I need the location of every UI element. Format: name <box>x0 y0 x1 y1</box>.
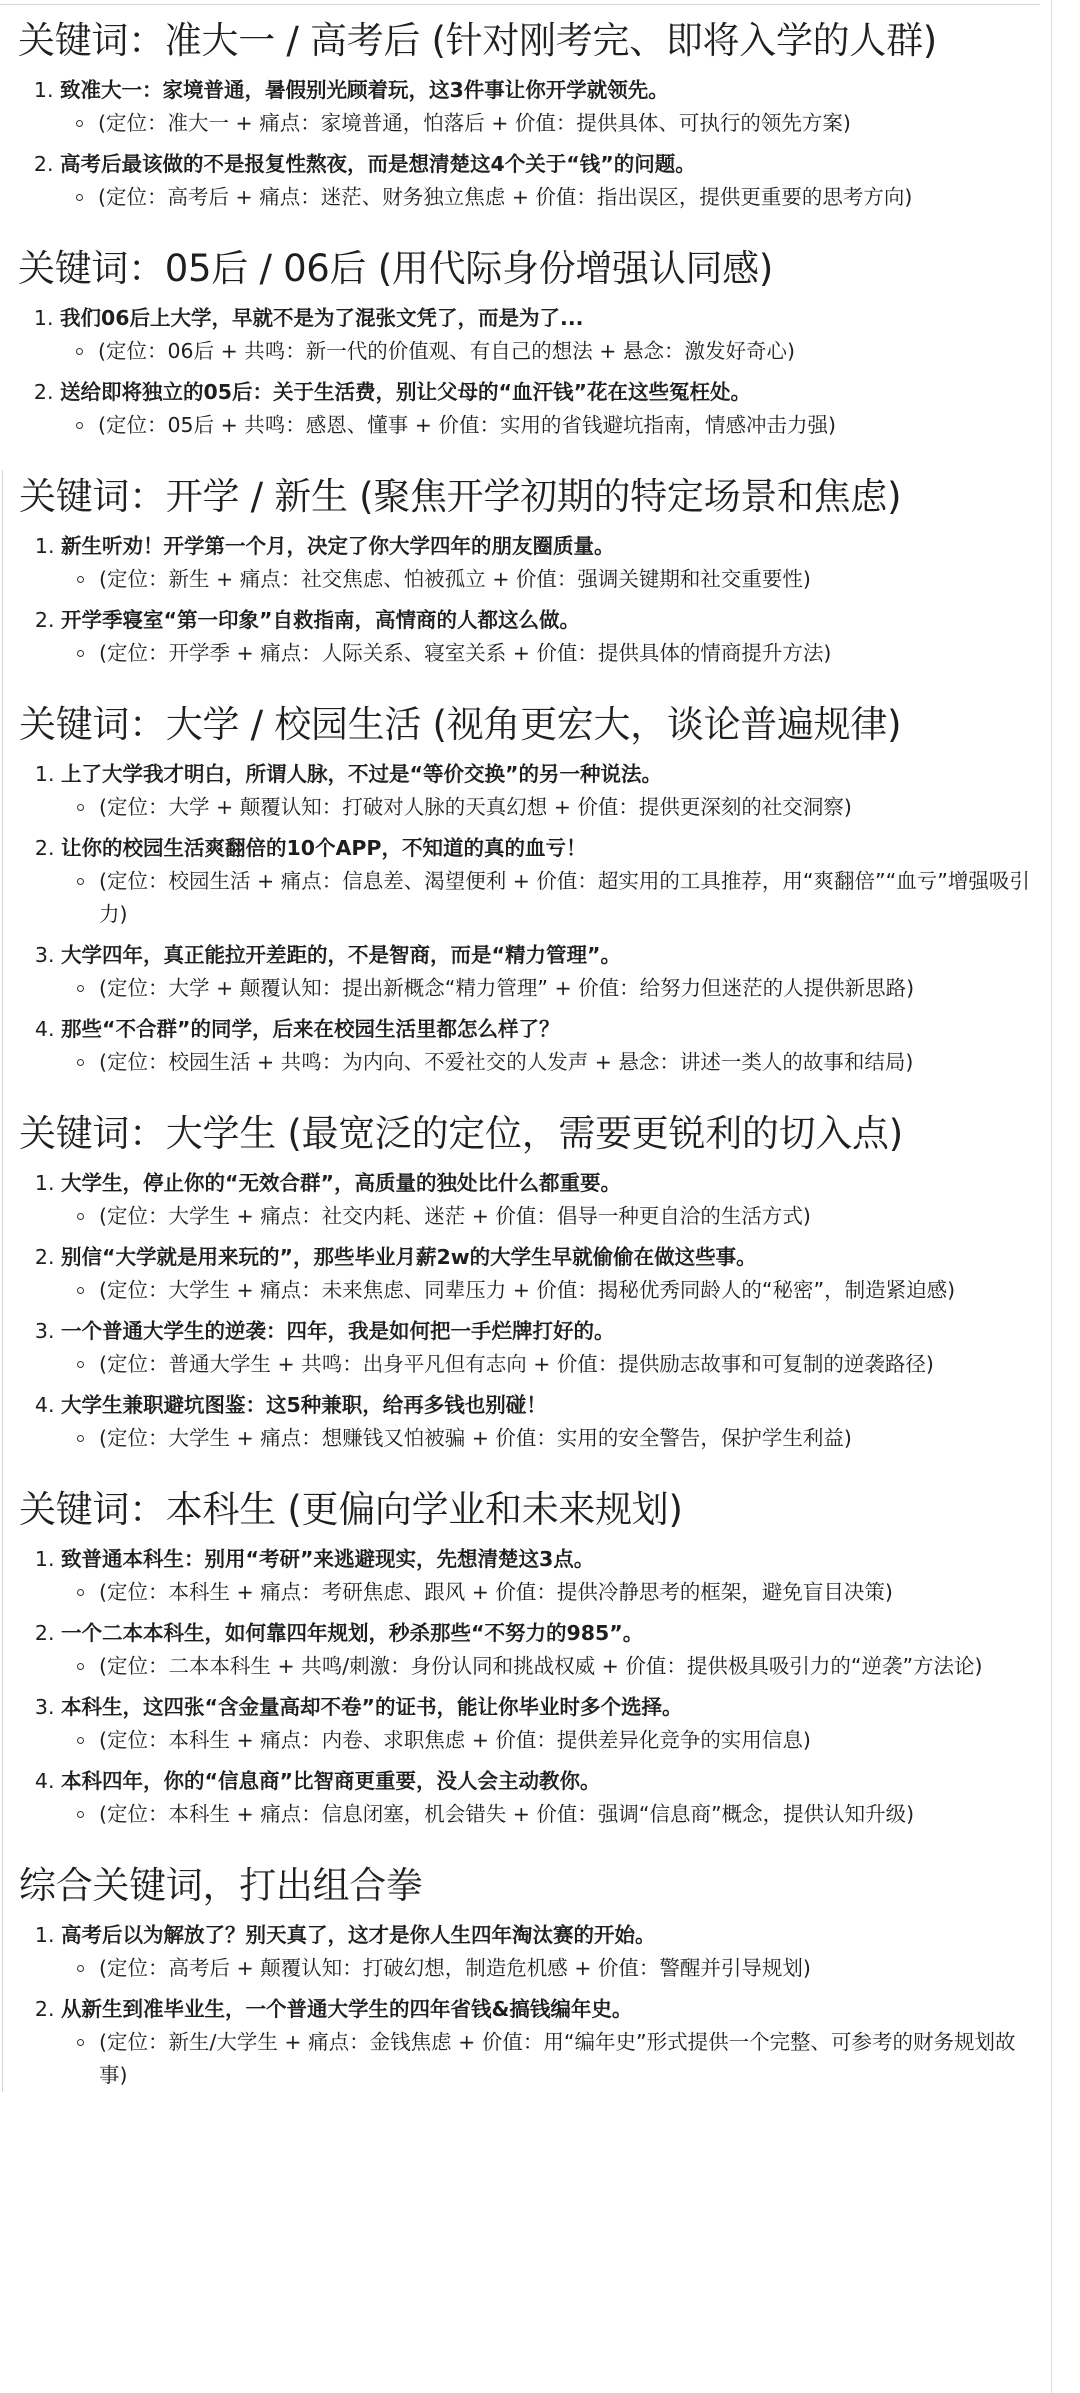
list-item <box>61 1691 1038 1757</box>
item-title: 那些“不合群”的同学，后来在校园生活里都怎么样了？ <box>61 1017 560 1041</box>
list-item <box>61 1167 1038 1233</box>
list-item <box>61 1993 1038 2092</box>
item-note: (定位：校园生活 + 共鸣：为内向、不爱社交的人发声 + 悬念：讲述一类人的故事和结局) <box>99 1046 1038 1079</box>
list-item <box>61 604 1038 670</box>
section-heading: 关键词：大学生 (最宽泛的定位，需要更锐利的切入点) <box>19 1112 903 1155</box>
section-undergraduates <box>19 1483 1038 1831</box>
item-title: 我们06后上大学，早就不是为了混张文凭了，而是为了... <box>60 306 584 330</box>
item-title: 高考后以为解放了？别天真了，这才是你人生四年淘汰赛的开始。 <box>61 1923 656 1947</box>
list-item <box>61 1315 1038 1381</box>
item-title: 致准大一：家境普通，暑假别光顾着玩，这3件事让你开学就领先。 <box>60 78 669 102</box>
item-title: 从新生到准毕业生，一个普通大学生的四年省钱&搞钱编年史。 <box>61 1997 633 2021</box>
list-item <box>61 1013 1038 1079</box>
list-item <box>60 302 1038 368</box>
item-note: (定位：05后 + 共鸣：感恩、懂事 + 价值：实用的省钱避坑指南，情感冲击力强) <box>98 409 1038 442</box>
item-note: (定位：二本本科生 + 共鸣/刺激：身份认同和挑战权威 + 价值：提供极具吸引力的“逆袭”方法论) <box>99 1650 1038 1683</box>
item-title: 高考后最该做的不是报复性熬夜，而是想清楚这4个关于“钱”的问题。 <box>60 152 696 176</box>
section-college-students <box>19 1107 1038 1455</box>
right-border <box>1051 0 1052 2393</box>
title-list <box>18 74 1038 214</box>
top-divider <box>0 4 1040 5</box>
item-title: 大学生兼职避坑图鉴：这5种兼职，给再多钱也别碰！ <box>61 1393 547 1417</box>
item-title: 大学四年，真正能拉开差距的，不是智商，而是“精力管理”。 <box>61 943 621 967</box>
list-item <box>61 1241 1038 1307</box>
title-list <box>19 1167 1038 1455</box>
section-heading: 综合关键词，打出组合拳 <box>19 1864 423 1907</box>
item-title: 别信“大学就是用来玩的”，那些毕业月薪2w的大学生早就偷偷在做这些事。 <box>61 1245 757 1269</box>
title-list <box>19 758 1038 1079</box>
item-title: 新生听劝！开学第一个月，决定了你大学四年的朋友圈质量。 <box>61 534 615 558</box>
item-note: (定位：本科生 + 痛点：考研焦虑、跟风 + 价值：提供冷静思考的框架，避免盲目决策) <box>99 1576 1038 1609</box>
item-note: (定位：新生 + 痛点：社交焦虑、怕被孤立 + 价值：强调关键期和社交重要性) <box>99 563 1038 596</box>
item-note: (定位：大学生 + 痛点：未来焦虑、同辈压力 + 价值：揭秘优秀同龄人的“秘密”，制造紧迫感) <box>99 1274 1038 1307</box>
document-body <box>18 14 1038 2120</box>
section-heading: 关键词：05后 / 06后 (用代际身份增强认同感) <box>18 247 773 290</box>
title-list <box>19 530 1038 670</box>
list-item <box>60 74 1038 140</box>
list-item <box>61 1765 1038 1831</box>
title-list <box>19 1543 1038 1831</box>
item-note: (定位：高考后 + 痛点：迷茫、财务独立焦虑 + 价值：指出误区，提供更重要的思考方向) <box>98 181 1038 214</box>
list-item <box>61 758 1038 824</box>
item-note: (定位：大学 + 颠覆认知：提出新概念“精力管理” + 价值：给努力但迷茫的人提供新思路) <box>99 972 1038 1005</box>
item-note: (定位：大学生 + 痛点：想赚钱又怕被骗 + 价值：实用的安全警告，保护学生利益) <box>99 1422 1038 1455</box>
list-item <box>61 1389 1038 1455</box>
item-title: 本科生，这四张“含金量高却不卷”的证书，能让你毕业时多个选择。 <box>61 1695 683 1719</box>
boxed-region <box>2 470 1038 2092</box>
section-heading: 关键词：准大一 / 高考后 (针对刚考完、即将入学的人群) <box>18 19 937 62</box>
item-note: (定位：开学季 + 痛点：人际关系、寝室关系 + 价值：提供具体的情商提升方法) <box>99 637 1038 670</box>
list-item <box>61 1919 1038 1985</box>
item-title: 上了大学我才明白，所谓人脉，不过是“等价交换”的另一种说法。 <box>61 762 662 786</box>
item-note: (定位：本科生 + 痛点：内卷、求职焦虑 + 价值：提供差异化竞争的实用信息) <box>99 1724 1038 1757</box>
item-note: (定位：高考后 + 颠覆认知：打破幻想，制造危机感 + 价值：警醒并引导规划) <box>99 1952 1038 1985</box>
item-title: 本科四年，你的“信息商”比智商更重要，没人会主动教你。 <box>61 1769 601 1793</box>
item-title: 开学季寝室“第一印象”自救指南，高情商的人都这么做。 <box>61 608 580 632</box>
item-title: 送给即将独立的05后：关于生活费，别让父母的“血汗钱”花在这些冤枉处。 <box>60 380 751 404</box>
item-title: 让你的校园生活爽翻倍的10个APP，不知道的真的血亏！ <box>61 836 587 860</box>
title-list <box>19 1919 1038 2092</box>
section-new-semester <box>19 470 1038 670</box>
item-title: 致普通本科生：别用“考研”来逃避现实，先想清楚这3点。 <box>61 1547 595 1571</box>
list-item <box>61 939 1038 1005</box>
section-heading: 关键词：本科生 (更偏向学业和未来规划) <box>19 1488 683 1531</box>
section-combined-keywords <box>19 1859 1038 2092</box>
item-note: (定位：大学 + 颠覆认知：打破对人脉的天真幻想 + 价值：提供更深刻的社交洞察) <box>99 791 1038 824</box>
item-note: (定位：新生/大学生 + 痛点：金钱焦虑 + 价值：用“编年史”形式提供一个完整、可参考的财务规划故事) <box>99 2026 1038 2092</box>
item-note: (定位：大学生 + 痛点：社交内耗、迷茫 + 价值：倡导一种更自洽的生活方式) <box>99 1200 1038 1233</box>
item-note: (定位：本科生 + 痛点：信息闭塞，机会错失 + 价值：强调“信息商”概念，提供认知升级) <box>99 1798 1038 1831</box>
section-campus-life <box>19 698 1038 1079</box>
item-note: (定位：准大一 + 痛点：家境普通，怕落后 + 价值：提供具体、可执行的领先方案) <box>98 107 1038 140</box>
item-note: (定位：06后 + 共鸣：新一代的价值观、有自己的想法 + 悬念：激发好奇心) <box>98 335 1038 368</box>
section-generation <box>18 242 1038 442</box>
section-freshmen-after-gaokao <box>18 14 1038 214</box>
list-item <box>61 832 1038 931</box>
section-heading: 关键词：开学 / 新生 (聚焦开学初期的特定场景和焦虑) <box>19 475 902 518</box>
item-title: 大学生，停止你的“无效合群”，高质量的独处比什么都重要。 <box>61 1171 621 1195</box>
list-item <box>61 1543 1038 1609</box>
list-item <box>61 1617 1038 1683</box>
section-heading: 关键词：大学 / 校园生活 (视角更宏大，谈论普遍规律) <box>19 703 902 746</box>
list-item <box>60 376 1038 442</box>
list-item <box>61 530 1038 596</box>
item-title: 一个二本本科生，如何靠四年规划，秒杀那些“不努力的985”。 <box>61 1621 644 1645</box>
title-list <box>18 302 1038 442</box>
item-note: (定位：普通大学生 + 共鸣：出身平凡但有志向 + 价值：提供励志故事和可复制的逆袭路径) <box>99 1348 1038 1381</box>
item-title: 一个普通大学生的逆袭：四年，我是如何把一手烂牌打好的。 <box>61 1319 615 1343</box>
list-item <box>60 148 1038 214</box>
item-note: (定位：校园生活 + 痛点：信息差、渴望便利 + 价值：超实用的工具推荐，用“爽翻倍”“血亏”增强吸引力) <box>99 865 1038 931</box>
